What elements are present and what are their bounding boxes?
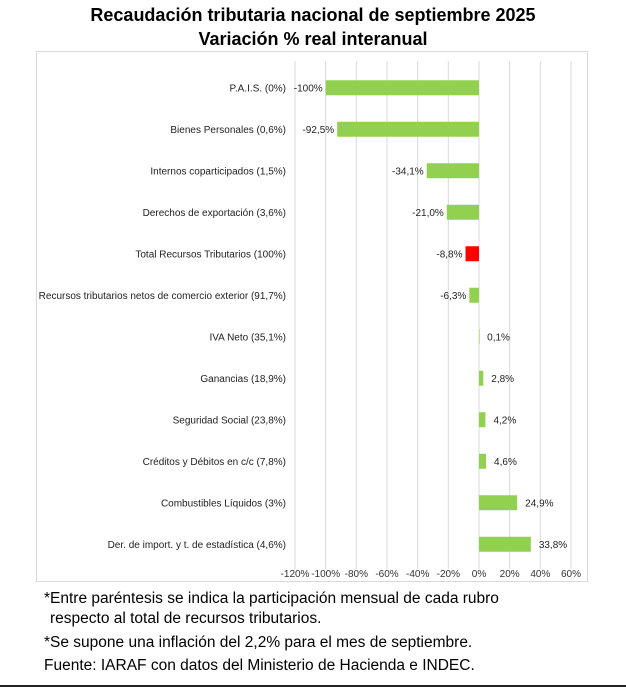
bar xyxy=(479,495,517,510)
data-label: -100% xyxy=(293,83,323,95)
bar-chart xyxy=(37,52,589,583)
bar xyxy=(469,288,479,303)
category-label: P.A.I.S. (0%) xyxy=(229,83,286,95)
bar xyxy=(479,329,480,344)
footnote-source: Fuente: IARAF con datos del Ministerio de Hacienda e INDEC. xyxy=(44,657,475,674)
category-label: Derechos de exportación (3,6%) xyxy=(142,207,286,219)
category-label: Ganancias (18,9%) xyxy=(200,373,286,385)
data-label: 2,8% xyxy=(491,373,515,385)
data-label: -21,0% xyxy=(412,207,444,219)
x-tick-label: 20% xyxy=(499,569,520,580)
x-tick-label: -100% xyxy=(311,569,341,580)
data-label: 33,8% xyxy=(538,539,568,551)
x-tick-label: -80% xyxy=(344,569,369,580)
bar xyxy=(427,163,479,178)
x-tick-label: -20% xyxy=(436,569,461,580)
category-label: Recursos tributarios netos de comercio exterior (91,7%) xyxy=(38,290,286,302)
x-tick-label: 60% xyxy=(560,569,582,580)
data-label: -34,1% xyxy=(392,166,424,178)
data-label: -8,8% xyxy=(436,249,463,261)
bar xyxy=(479,454,486,469)
category-label: Créditos y Débitos en c/c (7,8%) xyxy=(142,456,286,468)
data-label: 4,2% xyxy=(493,415,517,427)
chart-title: Recaudación tributaria nacional de septiembre 2025 xyxy=(90,5,536,25)
bar xyxy=(326,80,479,95)
category-label: Bienes Personales (0,6%) xyxy=(170,124,286,136)
x-tick-label: 0% xyxy=(471,569,487,580)
bar xyxy=(479,371,483,386)
x-tick-label: 40% xyxy=(530,569,551,580)
data-label: -6,3% xyxy=(440,290,467,302)
category-label: Der. de import. y t. de estadística (4,6%) xyxy=(107,539,286,551)
bar xyxy=(466,246,479,261)
bar xyxy=(447,205,479,220)
footnote-participation: *Entre paréntesis se indica la participación mensual de cada rubro xyxy=(44,590,499,607)
data-label: 4,6% xyxy=(494,456,517,468)
bottom-divider xyxy=(0,685,626,687)
bar xyxy=(337,122,479,137)
data-label: 24,9% xyxy=(525,498,554,510)
category-label: IVA Neto (35,1%) xyxy=(209,332,286,344)
x-tick-label: -40% xyxy=(405,569,430,580)
chart-subtitle: Variación % real interanual xyxy=(198,29,428,49)
category-label: Combustibles Líquidos (3%) xyxy=(160,498,286,510)
category-label: Total Recursos Tributarios (100%) xyxy=(135,249,286,261)
bar xyxy=(479,537,531,552)
category-label: Seguridad Social (23,8%) xyxy=(172,415,286,427)
footnote-inflation: *Se supone una inflación del 2,2% para el mes de septiembre. xyxy=(44,634,473,651)
data-label: 0,1% xyxy=(487,332,510,344)
category-label: Internos coparticipados (1,5%) xyxy=(150,166,286,178)
x-tick-label: -60% xyxy=(375,569,399,580)
chart-area xyxy=(36,51,588,582)
x-tick-label: -120% xyxy=(280,569,310,580)
data-label: -92,5% xyxy=(302,124,335,136)
bar xyxy=(479,412,485,427)
footnote-participation-cont: respecto al total de recursos tributarios. xyxy=(50,610,322,627)
